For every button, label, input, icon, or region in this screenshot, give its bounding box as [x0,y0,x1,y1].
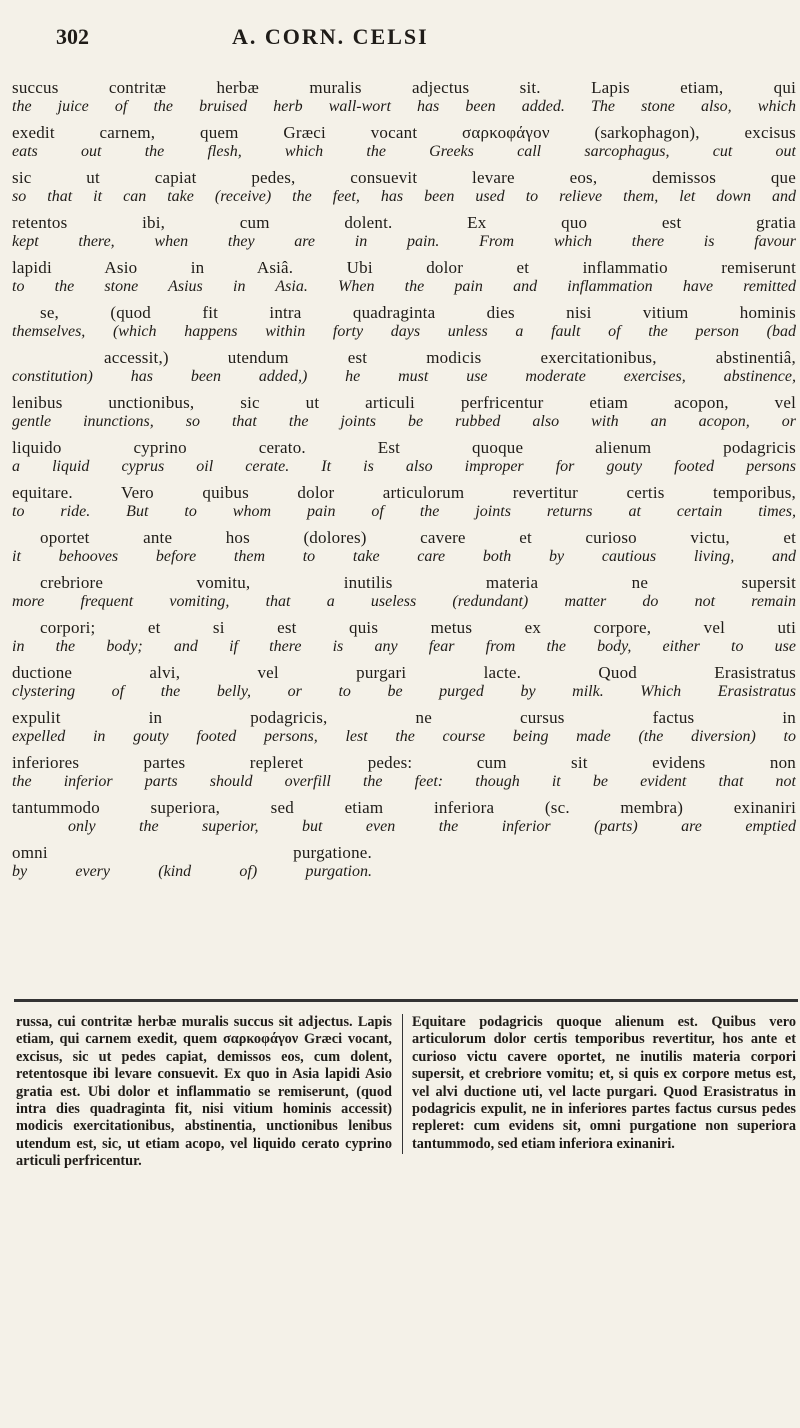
latin-column-left: russa, cui contritæ herbæ muralis succus sit adjectus. Lapis etiam, qui carnem exedit, quem σαρκοφάγον Græci vocant, excisus, sic ut pedes capiat, demissos eos, cum dolent, retentosque ibi levare consuevit. Ex quo in Asia lapidi Asio gratia est. Ubi dolor et inflammatio se remiserunt, (quod intra dies quadraginta fit, nisi vitium hominis accessit) modicis exercitationibus, abstinentia, unctionibus lenibus utendum est, sic, ut etiam acopo, vel liquido cerato cyprino articuli perfricentur. [16,1014,392,1170]
english-gloss: by every (kind of) purgation. [12,863,372,880]
latin-line: sic ut capiat pedes, consuevit levare eos, demissos que [12,168,796,187]
interlinear-translation [12,78,796,888]
english-gloss: the juice of the bruised herb wall-wort has been added. The stone also, which [12,98,796,115]
interlinear-pair [12,528,796,566]
latin-line: ductione alvi, vel purgari lacte. Quod Erasistratus [12,663,796,682]
english-gloss: constitution) has been added,) he must use moderate exercises, abstinence, [12,368,796,385]
english-gloss: expelled in gouty footed persons, lest the course being made (the diversion) to [12,728,796,745]
interlinear-pair [12,663,796,701]
latin-line: equitare. Vero quibus dolor articulorum revertitur certis temporibus, [12,483,796,502]
english-gloss: eats out the flesh, which the Greeks call sarcophagus, cut out [12,143,796,160]
column-divider [402,1014,403,1154]
english-gloss: more frequent vomiting, that a useless (redundant) matter do not remain [12,593,796,610]
interlinear-pair [12,78,796,116]
interlinear-pair [12,753,796,791]
latin-line: accessit,) utendum est modicis exercitationibus, abstinentiâ, [104,348,796,367]
running-title: A. CORN. CELSI [232,24,429,49]
english-gloss: a liquid cyprus oil cerate. It is also improper for gouty footed persons [12,458,796,475]
latin-line: inferiores partes repleret pedes: cum sit evidens non [12,753,796,772]
english-gloss: kept there, when they are in pain. From which there is favour [12,233,796,250]
interlinear-pair [12,483,796,521]
section-divider [14,999,798,1002]
interlinear-pair [12,213,796,251]
interlinear-pair [12,798,796,836]
english-gloss: it behooves before them to take care both by cautious living, and [12,548,796,565]
english-gloss: gentle inunctions, so that the joints be rubbed also with an acopon, or [12,413,796,430]
interlinear-pair [12,843,796,881]
latin-line: lenibus unctionibus, sic ut articuli perfricentur etiam acopon, vel [12,393,796,412]
latin-line: omni purgatione. [12,843,372,862]
latin-line: succus contritæ herbæ muralis adjectus sit. Lapis etiam, qui [12,78,796,97]
interlinear-pair [12,393,796,431]
interlinear-pair [12,258,796,296]
interlinear-pair [12,168,796,206]
latin-line: oportet ante hos (dolores) cavere et curioso victu, et [40,528,796,547]
interlinear-pair [12,708,796,746]
page-number: 302 [56,24,89,49]
interlinear-pair [12,303,796,341]
english-gloss: clystering of the belly, or to be purged by milk. Which Erasistratus [12,683,796,700]
english-gloss: the inferior parts should overfill the feet: though it be evident that not [12,773,796,790]
english-gloss: so that it can take (receive) the feet, has been used to relieve them, let down and [12,188,796,205]
english-gloss: to the stone Asius in Asia. When the pain and inflammation have remitted [12,278,796,295]
latin-line: liquido cyprino cerato. Est quoque alienum podagricis [12,438,796,457]
latin-line: tantummodo superiora, sed etiam inferiora (sc. membra) exinaniri [12,798,796,817]
latin-line: lapidi Asio in Asiâ. Ubi dolor et inflammatio remiserunt [12,258,796,277]
latin-line: se, (quod fit intra quadraginta dies nisi vitium hominis [40,303,796,322]
latin-line: corpori; et si est quis metus ex corpore, vel uti [40,618,796,637]
english-gloss: to ride. But to whom pain of the joints returns at certain times, [12,503,796,520]
english-gloss: themselves, (which happens within forty days unless a fault of the person (bad [12,323,796,340]
interlinear-pair [12,123,796,161]
latin-column-right: Equitare podagricis quoque alienum est. Quibus vero articulorum dolor certis temporibus revertitur, hos ante et curioso victu cavere oportet, ne inutilis materia corpori supersit, et crebriore vomitu; et, si quis ex corpore metus est, vel alvi ductione uti, vel lacte purgari. Quod Erasistratus in podagricis expulit, ne in inferiores partes factus cursus pedes repleret: cum evidens sit, omni purgatione non superiora tantummodo, sed etiam inferiora exinaniri. [412,1014,796,1152]
latin-line: retentos ibi, cum dolent. Ex quo est gratia [12,213,796,232]
interlinear-pair [12,618,796,656]
latin-line: crebriore vomitu, inutilis materia ne supersit [40,573,796,592]
interlinear-pair [12,438,796,476]
interlinear-pair [12,348,796,386]
latin-line: exedit carnem, quem Græci vocant σαρκοφάγον (sarkophagon), excisus [12,123,796,142]
english-gloss: in the body; and if there is any fear from the body, either to use [12,638,796,655]
latin-line: expulit in podagricis, ne cursus factus in [12,708,796,727]
english-gloss: only the superior, but even the inferior (parts) are emptied [68,818,796,835]
interlinear-pair [12,573,796,611]
